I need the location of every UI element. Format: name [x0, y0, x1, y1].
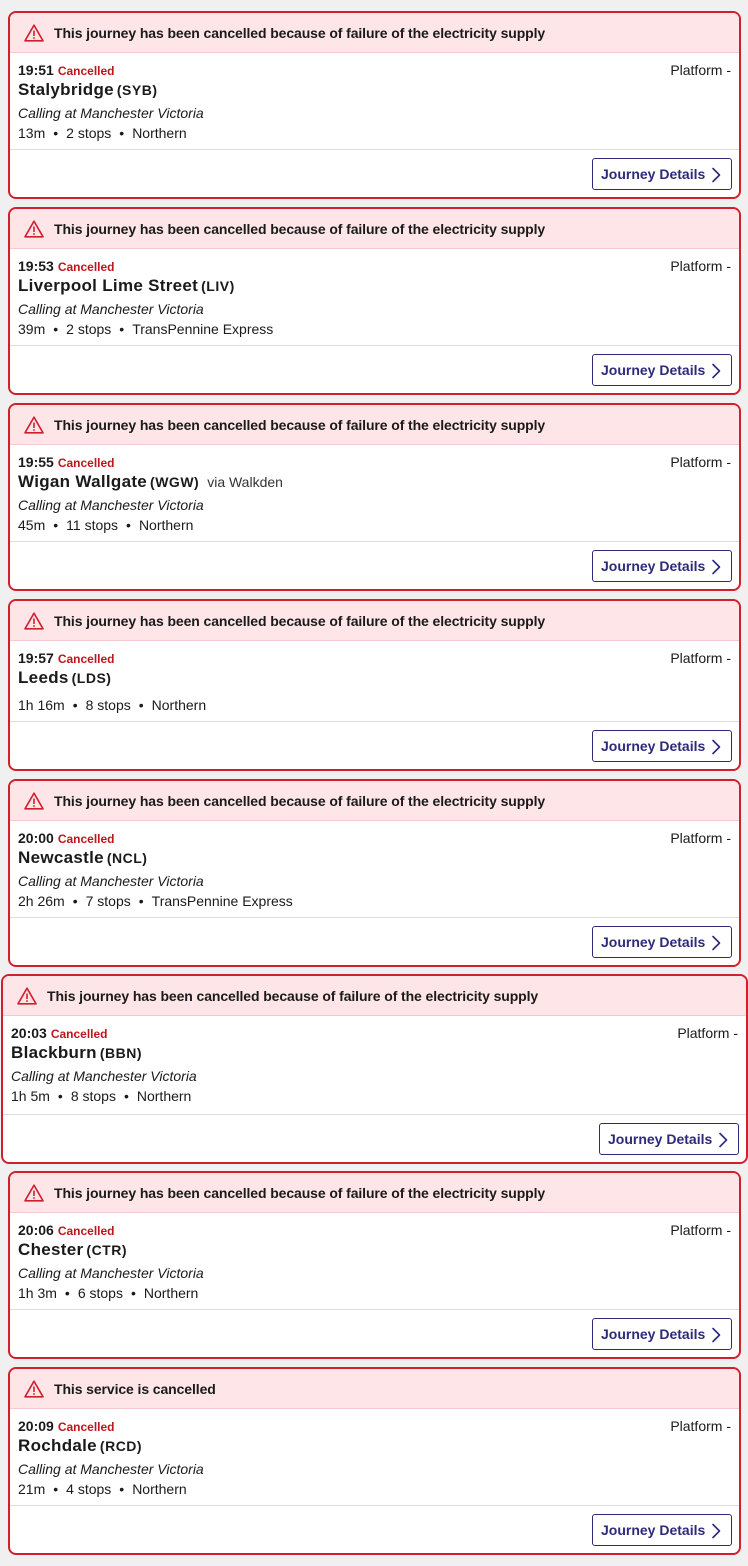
status-badge: Cancelled	[57, 456, 115, 470]
alert-message: This journey has been cancelled because of failure of the electricity supply	[54, 24, 546, 41]
cancellation-alert	[10, 209, 739, 249]
destination-name: Stalybridge	[18, 80, 114, 99]
journey-details-button[interactable]	[592, 158, 732, 190]
platform-label: Platform -	[670, 650, 731, 666]
departure-time: 20:00	[18, 830, 54, 846]
separator-dot: •	[64, 1285, 70, 1301]
duration: 39m	[18, 321, 46, 337]
journey-details-button[interactable]	[592, 730, 732, 762]
journey-card	[8, 11, 741, 199]
card-footer	[10, 1505, 739, 1553]
duration: 1h 16m	[18, 697, 65, 713]
station-code: (LDS)	[71, 670, 112, 686]
journey-card	[1, 974, 748, 1164]
chevron-right-icon	[711, 1523, 721, 1539]
destination	[11, 1043, 142, 1063]
journey-card	[8, 1171, 741, 1359]
platform-label: Platform -	[670, 1222, 731, 1238]
duration: 1h 5m	[11, 1088, 50, 1104]
duration: 45m	[18, 517, 46, 533]
separator-dot: •	[138, 893, 144, 909]
stop-count: 8 stops	[70, 1088, 116, 1104]
journey-details-label: Journey Details	[601, 166, 706, 182]
chevron-right-icon	[711, 559, 721, 575]
card-footer	[10, 917, 739, 965]
platform-label: Platform -	[670, 258, 731, 274]
journey-meta	[18, 125, 187, 141]
calling-at: Calling at Manchester Victoria	[18, 497, 204, 513]
separator-dot: •	[57, 1088, 63, 1104]
chevron-right-icon	[711, 1327, 721, 1343]
stop-count: 8 stops	[85, 697, 131, 713]
platform-label: Platform -	[670, 830, 731, 846]
chevron-right-icon	[711, 935, 721, 951]
warning-icon	[24, 220, 44, 238]
warning-icon	[24, 24, 44, 42]
status-badge: Cancelled	[57, 1224, 115, 1238]
card-footer	[10, 345, 739, 393]
station-code: (CTR)	[86, 1242, 128, 1258]
journey-card	[8, 207, 741, 395]
status-badge: Cancelled	[50, 1027, 108, 1041]
journey-details-label: Journey Details	[601, 362, 706, 378]
card-footer	[10, 721, 739, 769]
separator-dot: •	[119, 321, 125, 337]
destination	[18, 1436, 142, 1456]
warning-icon	[17, 987, 37, 1005]
warning-icon	[24, 792, 44, 810]
station-code: (WGW)	[150, 474, 200, 490]
operator: Northern	[132, 1481, 187, 1497]
cancellation-alert	[10, 1173, 739, 1213]
cancellation-alert	[10, 1369, 739, 1409]
operator: TransPennine Express	[151, 893, 293, 909]
station-code: (RCD)	[99, 1438, 143, 1454]
journey-details-label: Journey Details	[601, 1522, 706, 1538]
cancellation-alert	[10, 405, 739, 445]
status-badge: Cancelled	[57, 64, 115, 78]
calling-at: Calling at Manchester Victoria	[18, 105, 204, 121]
separator-dot: •	[130, 1285, 136, 1301]
chevron-right-icon	[711, 739, 721, 755]
destination-name: Newcastle	[18, 848, 104, 867]
destination	[18, 848, 147, 868]
calling-at: Calling at Manchester Victoria	[11, 1068, 197, 1084]
stop-count: 7 stops	[85, 893, 131, 909]
alert-message: This journey has been cancelled because of failure of the electricity supply	[54, 1184, 546, 1201]
warning-icon	[24, 1380, 44, 1398]
departure-time: 20:09	[18, 1418, 54, 1434]
departure-time: 19:53	[18, 258, 54, 274]
duration: 13m	[18, 125, 46, 141]
destination-name: Liverpool Lime Street	[18, 276, 199, 295]
stop-count: 11 stops	[66, 517, 119, 533]
separator-dot: •	[53, 1481, 59, 1497]
journey-details-label: Journey Details	[601, 558, 706, 574]
station-code: (BBN)	[99, 1045, 142, 1061]
separator-dot: •	[119, 1481, 125, 1497]
separator-dot: •	[53, 517, 59, 533]
status-badge: Cancelled	[57, 1420, 115, 1434]
destination	[18, 668, 111, 688]
duration: 21m	[18, 1481, 46, 1497]
status-badge: Cancelled	[57, 260, 115, 274]
journey-card	[8, 403, 741, 591]
destination-name: Blackburn	[11, 1043, 97, 1062]
cancellation-alert	[10, 781, 739, 821]
operator: TransPennine Express	[132, 321, 274, 337]
destination	[18, 1240, 127, 1260]
cancellation-alert	[10, 13, 739, 53]
destination	[18, 472, 283, 492]
duration: 1h 3m	[18, 1285, 57, 1301]
separator-dot: •	[123, 1088, 129, 1104]
station-code: (LIV)	[201, 278, 235, 294]
journey-card	[8, 1367, 741, 1555]
operator: Northern	[143, 1285, 199, 1301]
departure-time: 19:57	[18, 650, 54, 666]
platform-label: Platform -	[677, 1025, 738, 1041]
destination	[18, 80, 158, 100]
journey-meta	[18, 893, 293, 909]
via-label: via Walkden	[207, 474, 283, 490]
journey-details-button[interactable]	[592, 926, 732, 958]
departure-time: 20:06	[18, 1222, 54, 1238]
destination	[18, 276, 235, 296]
stop-count: 2 stops	[66, 125, 112, 141]
destination-name: Chester	[18, 1240, 84, 1259]
card-footer	[10, 1309, 739, 1357]
alert-message: This journey has been cancelled because of failure of the electricity supply	[54, 220, 546, 237]
stop-count: 2 stops	[66, 321, 112, 337]
journey-details-button[interactable]	[592, 1514, 732, 1546]
card-footer	[10, 541, 739, 589]
journey-meta	[18, 517, 193, 533]
cancellation-alert	[3, 976, 746, 1016]
journey-details-button[interactable]	[592, 1318, 732, 1350]
operator: Northern	[138, 517, 194, 533]
chevron-right-icon	[711, 363, 721, 379]
stop-count: 6 stops	[77, 1285, 123, 1301]
alert-message: This service is cancelled	[54, 1380, 216, 1397]
journey-meta	[18, 697, 206, 713]
journey-meta	[11, 1088, 191, 1104]
destination-name: Leeds	[18, 668, 69, 687]
alert-message: This journey has been cancelled because of failure of the electricity supply	[54, 612, 546, 629]
journey-details-label: Journey Details	[608, 1131, 713, 1147]
calling-at: Calling at Manchester Victoria	[18, 301, 204, 317]
status-badge: Cancelled	[57, 832, 115, 846]
alert-message: This journey has been cancelled because of failure of the electricity supply	[54, 792, 546, 809]
status-badge: Cancelled	[57, 652, 115, 666]
calling-at: Calling at Manchester Victoria	[18, 1461, 204, 1477]
journey-meta	[18, 1481, 187, 1497]
stop-count: 4 stops	[66, 1481, 112, 1497]
operator: Northern	[151, 697, 207, 713]
destination-name: Rochdale	[18, 1436, 97, 1455]
cancellation-alert	[10, 601, 739, 641]
separator-dot: •	[119, 125, 125, 141]
station-code: (NCL)	[106, 850, 148, 866]
departure-time: 19:55	[18, 454, 54, 470]
journey-details-button[interactable]	[599, 1123, 739, 1155]
journey-card	[8, 599, 741, 771]
separator-dot: •	[72, 893, 78, 909]
separator-dot: •	[53, 321, 59, 337]
journey-details-label: Journey Details	[601, 934, 706, 950]
chevron-right-icon	[718, 1132, 728, 1148]
separator-dot: •	[53, 125, 59, 141]
separator-dot: •	[126, 517, 131, 533]
warning-icon	[24, 416, 44, 434]
departure-time: 20:03	[11, 1025, 47, 1041]
calling-at: Calling at Manchester Victoria	[18, 1265, 204, 1281]
separator-dot: •	[138, 697, 144, 713]
destination-name: Wigan Wallgate	[18, 472, 148, 491]
operator: Northern	[132, 125, 187, 141]
card-footer	[3, 1114, 746, 1162]
platform-label: Platform -	[670, 62, 731, 78]
journey-meta	[18, 1285, 198, 1301]
journey-details-button[interactable]	[592, 354, 732, 386]
chevron-right-icon	[711, 167, 721, 183]
card-footer	[10, 149, 739, 197]
warning-icon	[24, 1184, 44, 1202]
journey-card	[8, 779, 741, 967]
alert-message: This journey has been cancelled because of failure of the electricity supply	[47, 987, 539, 1004]
journey-details-label: Journey Details	[601, 738, 706, 754]
journey-meta	[18, 321, 273, 337]
separator-dot: •	[72, 697, 78, 713]
platform-label: Platform -	[670, 1418, 731, 1434]
journey-details-label: Journey Details	[601, 1326, 706, 1342]
calling-at: Calling at Manchester Victoria	[18, 873, 204, 889]
alert-message: This journey has been cancelled because of failure of the electricity supply	[54, 416, 546, 433]
departure-time: 19:51	[18, 62, 54, 78]
duration: 2h 26m	[18, 893, 65, 909]
warning-icon	[24, 612, 44, 630]
journey-details-button[interactable]	[592, 550, 732, 582]
station-code: (SYB)	[116, 82, 158, 98]
platform-label: Platform -	[670, 454, 731, 470]
operator: Northern	[136, 1088, 192, 1104]
